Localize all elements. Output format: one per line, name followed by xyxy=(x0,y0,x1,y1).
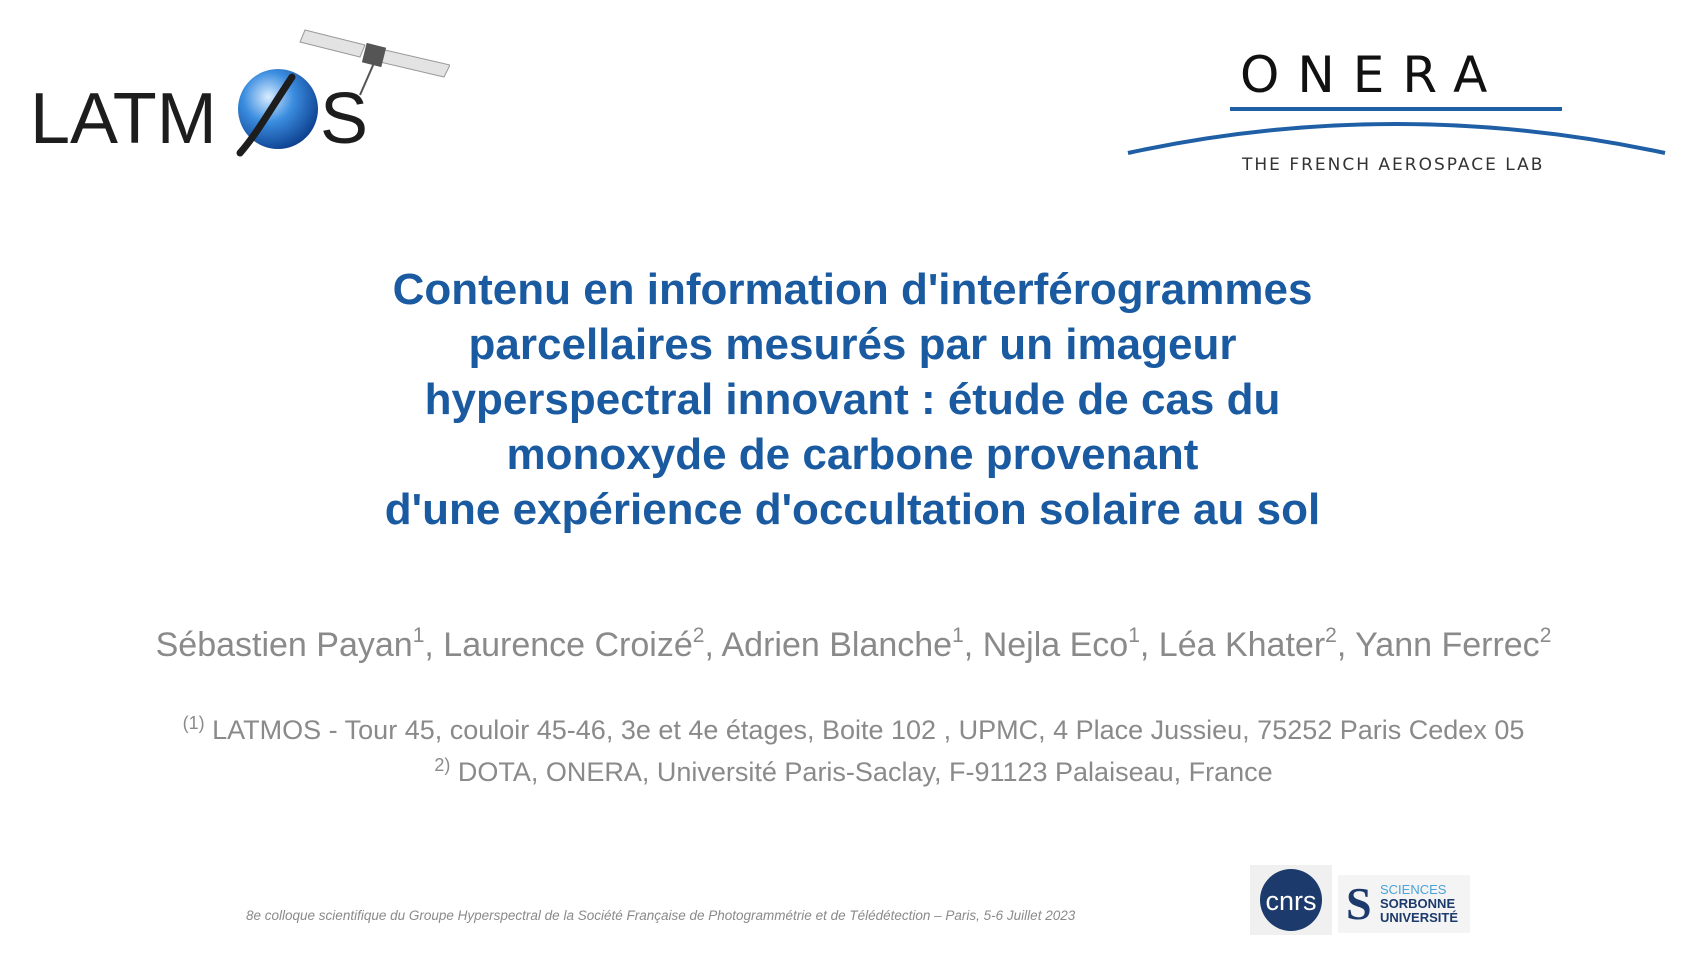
title-line: monoxyde de carbone provenant xyxy=(506,430,1199,479)
affiliation-line xyxy=(60,757,1647,788)
author-name: Nejla Eco xyxy=(982,626,1129,664)
svg-text:S: S xyxy=(320,79,369,159)
author-affiliation-mark: 1 xyxy=(952,624,964,647)
onera-logo-text: ONERA xyxy=(1240,46,1506,104)
svg-text:UNIVERSITÉ: UNIVERSITÉ xyxy=(1380,910,1459,925)
svg-text:SORBONNE: SORBONNE xyxy=(1380,896,1456,911)
title-line: Contenu en information d'interférogrammes xyxy=(392,265,1313,314)
cnrs-logo xyxy=(1250,865,1332,935)
affiliation-mark: 2) xyxy=(434,755,451,775)
author-affiliation-mark: 2 xyxy=(1539,624,1552,647)
onera-tagline: THE FRENCH AEROSPACE LAB xyxy=(1242,155,1545,175)
onera-logo xyxy=(1125,40,1670,180)
presentation-title xyxy=(230,262,1475,537)
affiliation-mark: (1) xyxy=(182,713,205,733)
author-affiliation-mark: 1 xyxy=(1128,624,1140,647)
sorbonne-s-icon: S xyxy=(1346,878,1372,929)
title-line: hyperspectral innovant : étude de cas du xyxy=(424,375,1281,424)
svg-text:SCIENCES: SCIENCES xyxy=(1380,882,1447,897)
cnrs-logo-text: cnrs xyxy=(1265,886,1317,916)
author-name: Sébastien Payan xyxy=(155,626,413,664)
affiliation-line xyxy=(60,715,1647,746)
affiliation-text: DOTA, ONERA, Université Paris-Saclay, F-91123 Palaiseau, France xyxy=(450,757,1273,787)
title-line: d'une expérience d'occultation solaire au sol xyxy=(384,485,1321,534)
author-affiliation-mark: 1 xyxy=(412,624,425,647)
author-name: Léa Khater xyxy=(1158,626,1326,664)
affiliation-text: LATMOS - Tour 45, couloir 45-46, 3e et 4e étages, Boite 102 , UPMC, 4 Place Jussieu, 75252 Paris Cedex 05 xyxy=(204,715,1525,745)
latmos-logo xyxy=(30,25,450,165)
author-affiliation-mark: 2 xyxy=(1325,624,1337,647)
author-name: Adrien Blanche xyxy=(721,626,953,664)
author-name: Yann Ferrec xyxy=(1355,626,1540,664)
latmos-logo-text: LATM xyxy=(30,79,217,159)
author-list: Sébastien Payan$^1$, Laurence Croizé$^2$, Adrien Blanche$^1$, Nejla Eco$^1$, Léa Khater$^2$, Yann Ferrec$^2$ xyxy=(155,624,1552,664)
title-line: parcellaires mesurés par un imageur xyxy=(468,320,1237,369)
author-affiliation-mark: 2 xyxy=(692,624,705,647)
author-name: Laurence Croizé xyxy=(443,626,693,664)
sorbonne-universite-logo xyxy=(1338,875,1470,933)
footer-conference-note: 8e colloque scientifique du Groupe Hyperspectral de la Société Française de Photogrammétrie et de Télédétection – Paris, 5-6 Juillet 2023 xyxy=(246,908,1076,923)
